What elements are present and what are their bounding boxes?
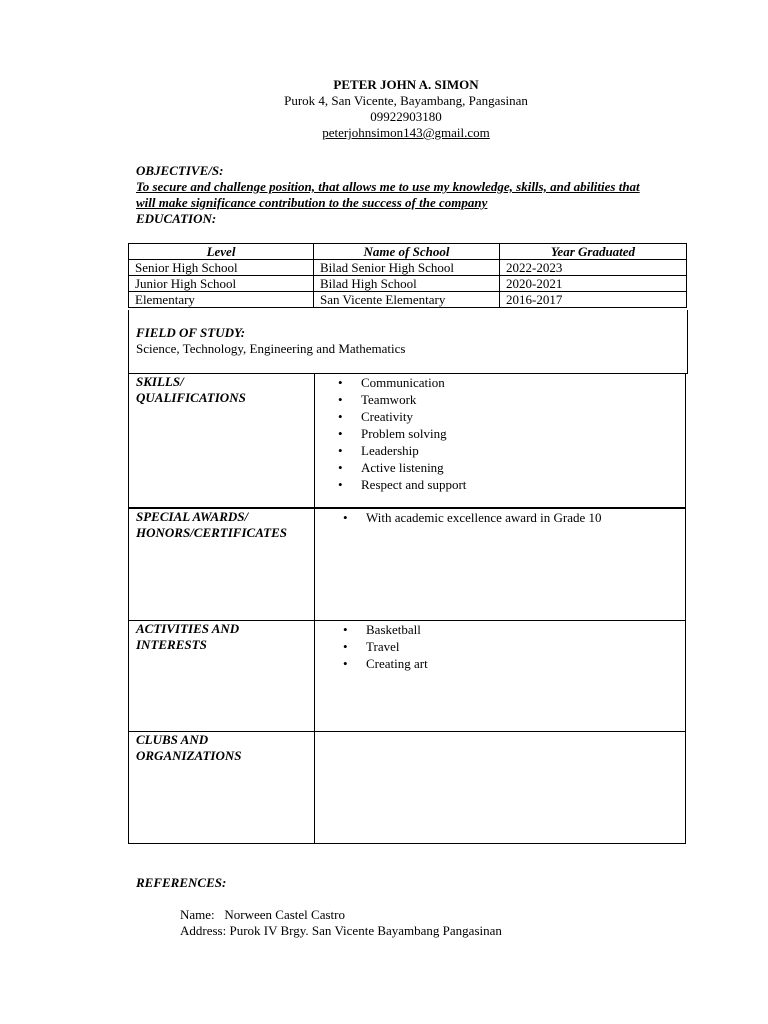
awards-label-line-1: SPECIAL AWARDS/ <box>136 509 249 524</box>
activities-label-line-2: INTERESTS <box>136 637 207 652</box>
objective-line-1: To secure and challenge position, that allows me to use my knowledge, skills, and abilities that <box>136 179 640 194</box>
activities-label-line-1: ACTIVITIES AND <box>136 621 240 636</box>
field-of-study-heading: FIELD OF STUDY: <box>136 325 246 340</box>
objective-section <box>136 163 696 227</box>
references-heading: REFERENCES: <box>136 875 227 890</box>
field-of-study-section <box>128 310 688 374</box>
reference-name-label: Name: <box>180 907 215 922</box>
list-item: • Travel <box>341 638 428 655</box>
list-item: • Communication <box>336 374 466 391</box>
awards-section <box>128 508 686 621</box>
table-row <box>129 260 687 276</box>
skills-label-line-1: SKILLS/ <box>136 374 184 389</box>
column-divider <box>314 374 315 507</box>
education-level: Senior High School <box>129 260 314 276</box>
table-row <box>129 276 687 292</box>
column-header-year: Year Graduated <box>500 244 687 260</box>
clubs-section <box>128 731 686 844</box>
awards-label-line-2: HONORS/CERTIFICATES <box>136 525 287 540</box>
school-name: San Vicente Elementary <box>314 292 500 308</box>
education-level: Junior High School <box>129 276 314 292</box>
reference-address-value: Purok IV Brgy. San Vicente Bayambang Pangasinan <box>229 923 502 938</box>
reference-address-label: Address: <box>180 923 227 938</box>
year-graduated: 2022-2023 <box>500 260 687 276</box>
list-item: • Basketball <box>341 621 428 638</box>
reference-name-row <box>180 907 502 923</box>
applicant-phone: 09922903180 <box>370 109 442 124</box>
skills-label-line-2: QUALIFICATIONS <box>136 390 246 405</box>
activities-list <box>341 621 428 672</box>
clubs-label-line-2: ORGANIZATIONS <box>136 748 242 763</box>
list-item: • Teamwork <box>336 391 466 408</box>
clubs-label-line-1: CLUBS AND <box>136 732 209 747</box>
list-item: • Creativity <box>336 408 466 425</box>
reference-name-value: Norween Castel Castro <box>224 907 345 922</box>
applicant-address: Purok 4, San Vicente, Bayambang, Pangasinan <box>284 93 528 108</box>
education-heading: EDUCATION: <box>136 211 217 226</box>
objective-line-2: will make significance contribution to the success of the company <box>136 195 488 210</box>
field-of-study-value: Science, Technology, Engineering and Mathematics <box>136 341 406 356</box>
education-header-row <box>129 244 687 260</box>
year-graduated: 2020-2021 <box>500 276 687 292</box>
reference-address-row <box>180 923 502 939</box>
school-name: Bilad Senior High School <box>314 260 500 276</box>
education-table <box>128 243 687 308</box>
list-item: • With academic excellence award in Grade 10 <box>341 509 602 526</box>
applicant-email[interactable]: peterjohnsimon143@gmail.com <box>322 125 490 140</box>
skills-section <box>128 373 686 508</box>
awards-list <box>341 509 602 526</box>
list-item: • Active listening <box>336 459 466 476</box>
table-row <box>129 292 687 308</box>
list-item: • Leadership <box>336 442 466 459</box>
column-header-school: Name of School <box>314 244 500 260</box>
education-level: Elementary <box>129 292 314 308</box>
skills-list <box>336 374 466 493</box>
objective-heading: OBJECTIVE/S: <box>136 163 224 178</box>
column-header-level: Level <box>129 244 314 260</box>
school-name: Bilad High School <box>314 276 500 292</box>
column-divider <box>314 732 315 843</box>
resume-header <box>0 77 768 141</box>
activities-section <box>128 620 686 732</box>
reference-details <box>180 907 502 939</box>
applicant-name: PETER JOHN A. SIMON <box>333 77 479 92</box>
list-item: • Creating art <box>341 655 428 672</box>
column-divider <box>314 509 315 620</box>
column-divider <box>314 621 315 731</box>
list-item: • Respect and support <box>336 476 466 493</box>
list-item: • Problem solving <box>336 425 466 442</box>
year-graduated: 2016-2017 <box>500 292 687 308</box>
